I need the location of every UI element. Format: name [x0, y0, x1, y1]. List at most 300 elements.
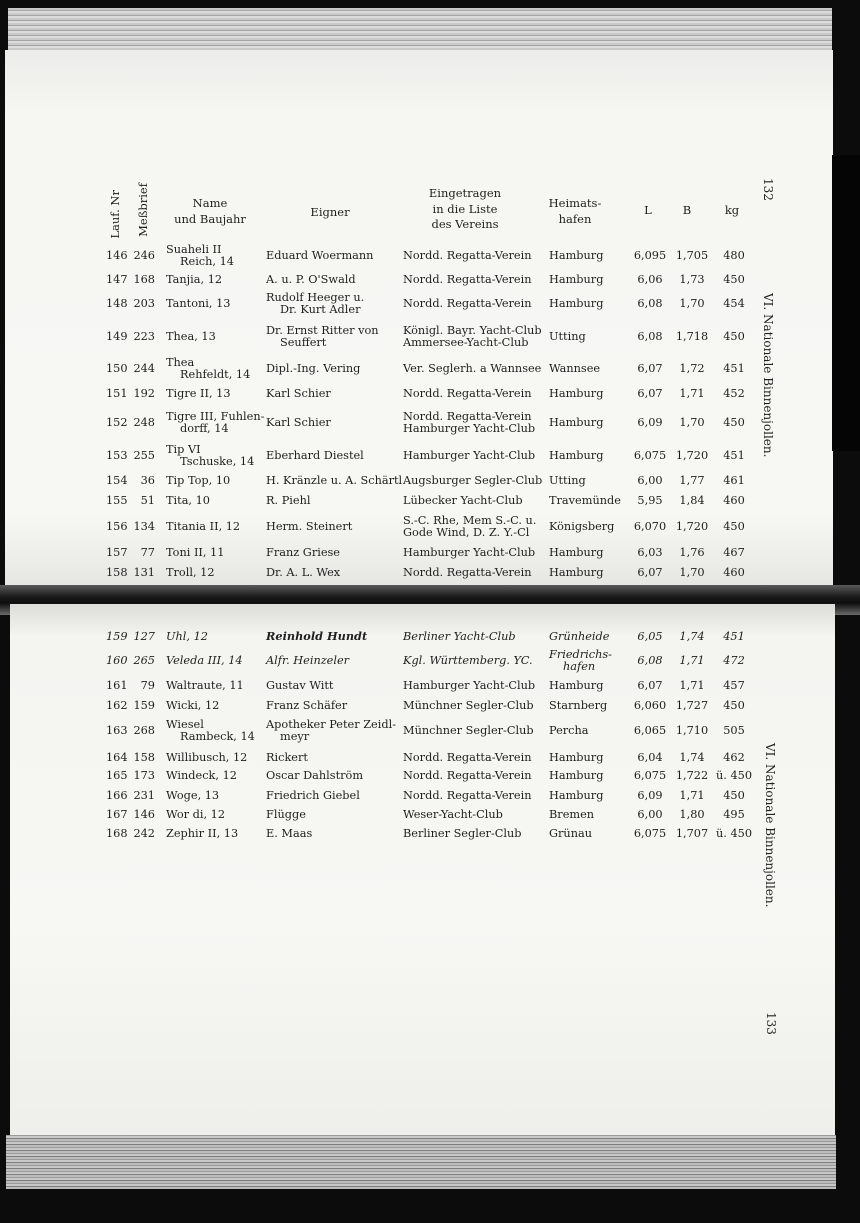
cell-beam: 1,720 [675, 449, 709, 463]
table-row [100, 411, 760, 435]
cell-verein-line: Hamburger Yacht-Club [403, 449, 536, 463]
cell-eigner-line: Dr. Kurt Adler [280, 303, 361, 316]
cell-length: 6,060 [633, 699, 667, 713]
cell-beam: 1,74 [679, 751, 705, 765]
cell-messbrief: 255 [133, 449, 155, 463]
cell-eigner [266, 250, 373, 262]
cell-name-line: Rehfeldt, 14 [180, 368, 251, 381]
cell-name [166, 411, 264, 435]
cell-name [166, 752, 247, 764]
cell-laufnr: 156 [106, 520, 128, 534]
cell-eigner-line: Karl Schier [266, 387, 331, 401]
cell-hafen [549, 680, 603, 692]
cell-laufnr: 147 [106, 273, 128, 287]
cell-eigner-line: Reinhold Hundt [266, 629, 368, 644]
cell-hafen-line: Hamburg [549, 273, 604, 287]
cell-hafen [549, 809, 594, 821]
cell-verein [403, 655, 533, 667]
cell-name-line: Waltraute, 11 [166, 679, 244, 693]
cell-beam: 1,76 [679, 546, 705, 560]
cell-length: 5,95 [637, 494, 663, 508]
cell-eigner [266, 363, 360, 375]
cell-hafen [549, 828, 592, 840]
cell-name-line: dorff, 14 [180, 422, 229, 435]
cell-laufnr: 161 [106, 679, 128, 693]
cell-eigner-line: Karl Schier [266, 416, 331, 430]
book-side-shadow [832, 155, 860, 451]
cell-name [166, 444, 254, 468]
cell-verein [403, 631, 516, 643]
cell-beam: 1,74 [679, 630, 705, 644]
table-row [100, 292, 760, 316]
book-page-edges-bottom [6, 1135, 836, 1189]
cell-eigner [266, 790, 360, 802]
table-row [100, 357, 760, 381]
header-eigner: Eigner [310, 205, 350, 219]
cell-name [166, 495, 210, 507]
cell-name [166, 298, 230, 310]
cell-weight: 480 [723, 249, 745, 263]
cell-weight: 451 [723, 449, 745, 463]
cell-messbrief: 146 [133, 808, 155, 822]
cell-beam: 1,72 [679, 362, 705, 376]
cell-laufnr: 168 [106, 827, 128, 841]
cell-hafen-line: Hamburg [549, 249, 604, 263]
cell-verein-line: Nordd. Regatta-Verein [403, 789, 532, 803]
cell-messbrief: 231 [133, 789, 155, 803]
cell-eigner [266, 828, 312, 840]
cell-verein-line: Hamburger Yacht-Club [403, 679, 536, 693]
cell-name-line: Tita, 10 [166, 494, 210, 508]
cell-messbrief: 168 [133, 273, 155, 287]
cell-beam: 1,707 [675, 827, 709, 841]
cell-name [166, 655, 243, 667]
cell-hafen-line: Grünheide [549, 630, 610, 644]
cell-beam: 1,71 [679, 679, 705, 693]
cell-name-line: Thea [166, 356, 195, 370]
cell-name-line: Zephir II, 13 [166, 827, 239, 841]
cell-weight: 495 [723, 808, 745, 822]
cell-hafen-line: Friedrichs- [549, 648, 612, 662]
table-row [100, 822, 760, 846]
cell-weight: 450 [723, 789, 745, 803]
cell-beam: 1,70 [679, 566, 705, 580]
cell-hafen-line: Wannsee [549, 362, 601, 376]
cell-hafen-line: Königsberg [549, 520, 615, 534]
cell-verein-line: Ammersee-Yacht-Club [403, 336, 529, 349]
header-name-line1: Name [192, 196, 228, 210]
cell-laufnr: 153 [106, 449, 128, 463]
cell-eigner-line: E. Maas [266, 827, 313, 841]
cell-length: 6,04 [637, 751, 663, 765]
cell-laufnr: 158 [106, 566, 128, 580]
cell-hafen-line: Hamburg [549, 297, 604, 311]
header-b: B [682, 203, 692, 217]
cell-name [166, 828, 238, 840]
cell-weight: 467 [723, 546, 745, 560]
header-laufnr: Lauf. Nr [108, 190, 122, 239]
cell-verein-line: Weser-Yacht-Club [403, 808, 503, 822]
cell-name [166, 244, 234, 268]
cell-name-line: Tigre II, 13 [166, 387, 231, 401]
cell-eigner-line: Oscar Dahlström [266, 769, 364, 783]
cell-hafen [549, 770, 603, 782]
header-hafen-line2: hafen [558, 211, 592, 226]
cell-verein-line: Gode Wind, D. Z. Y.-Cl [403, 526, 530, 539]
cell-weight: 450 [723, 699, 745, 713]
cell-name-line: Tanjia, 12 [166, 273, 223, 287]
cell-messbrief: 192 [133, 387, 155, 401]
cell-hafen-line: Hamburg [549, 416, 604, 430]
cell-name-line: Toni II, 11 [166, 546, 225, 560]
cell-name-line: Tantoni, 13 [166, 297, 231, 311]
page-number-top: 132 [761, 178, 775, 201]
cell-eigner [266, 809, 306, 821]
cell-weight: 462 [723, 751, 745, 765]
cell-hafen [549, 298, 603, 310]
cell-beam: 1,80 [679, 808, 705, 822]
cell-eigner-line: Rudolf Heeger u. [266, 291, 365, 305]
cell-name-line: Tigre III, Fuhlen- [166, 410, 265, 424]
cell-eigner-line: Eberhard Diestel [266, 449, 364, 463]
cell-verein-line: Nordd. Regatta-Verein [403, 273, 532, 287]
cell-verein [403, 325, 542, 349]
cell-name-line: Tip VI [166, 443, 201, 457]
cell-name [166, 475, 230, 487]
header-verein-line3: des Vereins [431, 217, 499, 232]
cell-name [166, 770, 237, 782]
cell-eigner [266, 521, 352, 533]
cell-laufnr: 150 [106, 362, 128, 376]
table-row [100, 489, 760, 513]
cell-name [166, 547, 224, 559]
cell-verein-line: Augsburger Segler-Club [403, 474, 543, 488]
cell-verein [403, 567, 531, 579]
cell-verein [403, 770, 531, 782]
cell-weight: 450 [723, 330, 745, 344]
cell-messbrief: 248 [133, 416, 155, 430]
cell-name-line: Windeck, 12 [166, 769, 237, 783]
cell-hafen [549, 521, 614, 533]
cell-verein [403, 495, 523, 507]
cell-verein [403, 725, 534, 737]
cell-eigner [266, 680, 333, 692]
cell-verein-line: Berliner Yacht-Club [403, 630, 516, 644]
cell-beam: 1,71 [679, 654, 705, 668]
cell-verein [403, 411, 535, 435]
cell-eigner [266, 388, 331, 400]
cell-weight: 505 [723, 724, 745, 738]
cell-name [166, 388, 231, 400]
cell-verein-line: Ver. Seglerh. a Wannsee [403, 362, 542, 376]
cell-messbrief: 51 [140, 494, 155, 508]
cell-hafen-line: Hamburg [549, 449, 604, 463]
cell-hafen [549, 631, 609, 643]
table-row [100, 719, 760, 743]
cell-messbrief: 242 [133, 827, 155, 841]
cell-beam: 1,70 [679, 297, 705, 311]
cell-eigner-line: Friedrich Giebel [266, 789, 360, 803]
cell-laufnr: 146 [106, 249, 128, 263]
cell-laufnr: 167 [106, 808, 128, 822]
cell-messbrief: 77 [140, 546, 155, 560]
cell-name-line: Rambeck, 14 [180, 730, 255, 743]
cell-verein-line: Lübecker Yacht-Club [403, 494, 523, 508]
cell-length: 6,03 [637, 546, 663, 560]
cell-hafen [549, 725, 589, 737]
cell-verein-line: Nordd. Regatta-Verein [403, 387, 532, 401]
cell-weight: 460 [723, 566, 745, 580]
cell-length: 6,07 [637, 362, 663, 376]
cell-weight: 450 [723, 520, 745, 534]
cell-laufnr: 151 [106, 387, 128, 401]
cell-verein-line: Hamburger Yacht-Club [403, 546, 536, 560]
table-row [100, 649, 760, 673]
cell-length: 6,08 [637, 330, 663, 344]
cell-weight: 461 [723, 474, 745, 488]
cell-name [166, 567, 215, 579]
cell-verein [403, 809, 503, 821]
header-hafen [540, 196, 610, 227]
cell-verein-line: Königl. Bayr. Yacht-Club [403, 324, 542, 338]
cell-beam: 1,84 [679, 494, 705, 508]
cell-beam: 1,720 [675, 520, 709, 534]
cell-name-line: Wiesel [166, 718, 204, 732]
cell-length: 6,075 [633, 769, 667, 783]
table-row [100, 444, 760, 468]
header-name-line2: und Baujahr [174, 211, 246, 226]
cell-verein-line: Münchner Segler-Club [403, 724, 534, 738]
cell-eigner-line: R. Piehl [266, 494, 311, 508]
table-row [100, 325, 760, 349]
cell-name-line: Thea, 13 [166, 330, 216, 344]
cell-verein [403, 363, 541, 375]
cell-hafen-line: Percha [549, 724, 589, 738]
cell-hafen-line: hafen [563, 660, 596, 673]
cell-eigner [266, 567, 340, 579]
cell-name [166, 809, 225, 821]
cell-verein [403, 680, 535, 692]
cell-eigner-line: H. Kränzle u. A. Schärtl [266, 474, 403, 488]
cell-hafen [549, 450, 603, 462]
table-row [100, 515, 760, 539]
cell-name [166, 331, 216, 343]
cell-verein [403, 298, 531, 310]
header-verein-line1: Eingetragen [428, 186, 502, 200]
cell-eigner-line: Flügge [266, 808, 306, 822]
cell-messbrief: 173 [133, 769, 155, 783]
cell-hafen-line: Hamburg [549, 566, 604, 580]
cell-hafen-line: Hamburg [549, 387, 604, 401]
table-row [100, 244, 760, 268]
cell-eigner [266, 631, 367, 643]
cell-weight: 450 [723, 416, 745, 430]
cell-laufnr: 160 [106, 654, 128, 668]
cell-beam: 1,710 [675, 724, 709, 738]
cell-eigner [266, 475, 402, 487]
cell-hafen-line: Hamburg [549, 751, 604, 765]
cell-name [166, 790, 219, 802]
cell-eigner-line: A. u. P. O'Swald [266, 273, 356, 287]
cell-eigner [266, 770, 363, 782]
cell-name-line: Willibusch, 12 [166, 751, 248, 765]
cell-weight: 451 [723, 362, 745, 376]
page-number-bottom: 133 [764, 1012, 778, 1035]
cell-hafen [549, 388, 603, 400]
cell-laufnr: 163 [106, 724, 128, 738]
header-verein [410, 186, 520, 233]
cell-length: 6,095 [633, 249, 667, 263]
cell-verein [403, 790, 531, 802]
cell-name [166, 631, 208, 643]
cell-verein [403, 475, 542, 487]
cell-beam: 1,71 [679, 387, 705, 401]
cell-length: 6,07 [637, 679, 663, 693]
header-l: L [644, 203, 652, 217]
cell-messbrief: 244 [133, 362, 155, 376]
cell-name-line: Uhl, 12 [166, 630, 208, 644]
cell-hafen-line: Hamburg [549, 679, 604, 693]
cell-laufnr: 164 [106, 751, 128, 765]
cell-length: 6,05 [637, 630, 663, 644]
table-row [100, 268, 760, 292]
cell-hafen-line: Bremen [549, 808, 595, 822]
cell-messbrief: 127 [133, 630, 155, 644]
cell-length: 6,075 [633, 449, 667, 463]
cell-weight: 460 [723, 494, 745, 508]
cell-laufnr: 148 [106, 297, 128, 311]
cell-verein [403, 388, 531, 400]
cell-messbrief: 36 [140, 474, 155, 488]
cell-eigner [266, 655, 349, 667]
cell-messbrief: 268 [133, 724, 155, 738]
cell-verein [403, 450, 535, 462]
table-row [100, 625, 760, 649]
cell-eigner [266, 274, 356, 286]
cell-name-line: Reich, 14 [180, 255, 234, 268]
cell-verein-line: Nordd. Regatta-Verein [403, 751, 532, 765]
cell-length: 6,06 [637, 273, 663, 287]
cell-hafen [549, 417, 603, 429]
cell-eigner [266, 752, 308, 764]
cell-name [166, 719, 255, 743]
cell-name-line: Tschuske, 14 [180, 455, 255, 468]
cell-laufnr: 165 [106, 769, 128, 783]
cell-eigner [266, 700, 347, 712]
cell-hafen-line: Utting [549, 474, 586, 488]
cell-beam: 1,722 [675, 769, 709, 783]
header-verein-line2: in die Liste [432, 201, 498, 216]
cell-beam: 1,71 [679, 789, 705, 803]
cell-verein [403, 752, 531, 764]
cell-messbrief: 203 [133, 297, 155, 311]
cell-length: 6,00 [637, 808, 663, 822]
cell-hafen [549, 700, 607, 712]
running-head-top: VI. Nationale Binnenjollen. [761, 293, 775, 458]
cell-messbrief: 131 [133, 566, 155, 580]
cell-eigner-line: Gustav Witt [266, 679, 334, 693]
cell-name-line: Wicki, 12 [166, 699, 220, 713]
header-kg: kg [724, 203, 740, 217]
running-head-bottom: VI. Nationale Binnenjollen. [763, 743, 777, 908]
cell-eigner-line: Franz Schäfer [266, 699, 348, 713]
cell-eigner [266, 292, 364, 316]
cell-hafen [549, 649, 612, 673]
header-messbrief: Meßbrief [136, 183, 150, 237]
cell-beam: 1,727 [675, 699, 709, 713]
cell-messbrief: 159 [133, 699, 155, 713]
cell-laufnr: 155 [106, 494, 128, 508]
cell-eigner [266, 495, 310, 507]
cell-weight: 472 [723, 654, 745, 668]
cell-length: 6,09 [637, 789, 663, 803]
cell-name [166, 274, 222, 286]
table-row [100, 694, 760, 718]
cell-verein-line: Nordd. Regatta-Verein [403, 297, 532, 311]
cell-laufnr: 152 [106, 416, 128, 430]
cell-name [166, 521, 240, 533]
cell-laufnr: 159 [106, 630, 128, 644]
table-row [100, 382, 760, 406]
cell-hafen-line: Hamburg [549, 769, 604, 783]
cell-verein [403, 250, 531, 262]
cell-name-line: Troll, 12 [166, 566, 215, 580]
cell-verein-line: Nordd. Regatta-Verein [403, 769, 532, 783]
cell-name [166, 680, 244, 692]
cell-weight: ü. 450 [715, 827, 753, 841]
table-row [100, 561, 760, 585]
cell-length: 6,08 [637, 654, 663, 668]
cell-hafen-line: Grünau [549, 827, 592, 841]
cell-name [166, 357, 250, 381]
cell-hafen-line: Hamburg [549, 546, 604, 560]
cell-verein [403, 274, 531, 286]
cell-length: 6,070 [633, 520, 667, 534]
cell-length: 6,065 [633, 724, 667, 738]
cell-weight: 452 [723, 387, 745, 401]
cell-laufnr: 149 [106, 330, 128, 344]
cell-weight: ü. 450 [715, 769, 753, 783]
cell-weight: 450 [723, 273, 745, 287]
cell-beam: 1,77 [679, 474, 705, 488]
cell-eigner-line: Seuffert [280, 336, 327, 349]
cell-messbrief: 265 [133, 654, 155, 668]
cell-eigner [266, 547, 340, 559]
cell-name-line: Veleda III, 14 [166, 654, 243, 668]
cell-hafen [549, 547, 603, 559]
cell-hafen-line: Travemünde [549, 494, 621, 508]
cell-beam: 1,70 [679, 416, 705, 430]
cell-length: 6,07 [637, 566, 663, 580]
cell-eigner [266, 417, 331, 429]
cell-verein-line: Münchner Segler-Club [403, 699, 534, 713]
cell-verein-line: Hamburger Yacht-Club [403, 422, 536, 435]
cell-messbrief: 246 [133, 249, 155, 263]
cell-length: 6,09 [637, 416, 663, 430]
cell-laufnr: 162 [106, 699, 128, 713]
cell-name-line: Tip Top, 10 [166, 474, 231, 488]
cell-eigner-line: Dr. A. L. Wex [266, 566, 341, 580]
cell-laufnr: 154 [106, 474, 128, 488]
cell-name-line: Titania II, 12 [166, 520, 241, 534]
cell-name-line: Wor di, 12 [166, 808, 226, 822]
cell-laufnr: 157 [106, 546, 128, 560]
cell-verein-line: Nordd. Regatta-Verein [403, 410, 532, 424]
cell-length: 6,07 [637, 387, 663, 401]
cell-verein [403, 700, 534, 712]
cell-eigner [266, 450, 364, 462]
cell-weight: 454 [723, 297, 745, 311]
